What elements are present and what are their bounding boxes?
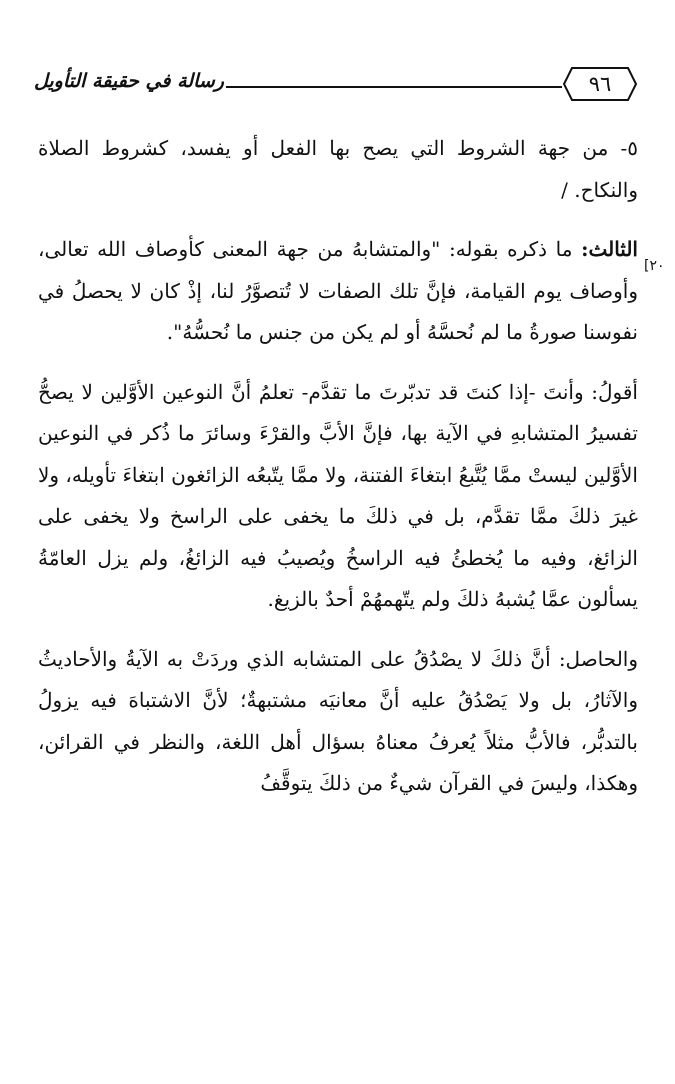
header-rule <box>226 86 562 88</box>
paragraph-4 <box>38 639 638 805</box>
paragraph-2 <box>38 229 638 354</box>
paragraph-1-text: ٥- من جهة الشروط التي يصح بها الفعل أو يفسد، كشروط الصلاة والنكاح. / <box>38 136 638 202</box>
paragraph-2-lead: الثالث: <box>581 237 638 261</box>
margin-folio-mark: [٢٠ <box>644 258 665 274</box>
paragraph-2-text: ما ذكره بقوله: "والمتشابهُ من جهة المعنى كأوصاف الله تعالى، وأوصاف يوم القيامة، فإنَّ تلك الصفات لا تُتصوَّرُ لنا، إذْ كان لا يحصلُ في نفوسنا صورةُ ما لم نُحسَّهُ أو لم يكن من جنس ما نُحسُّهُ". <box>38 237 638 344</box>
page-number: ٩٦ <box>588 72 612 96</box>
paragraph-1 <box>38 128 638 211</box>
paragraph-3 <box>38 372 638 621</box>
paragraph-4-text: والحاصل: أنَّ ذلكَ لا يصْدُقُ على المتشابه الذي وردَتْ به الآيةُ والأحاديثُ والآثارُ، بل ولا يَصْدُقُ عليه أنَّ معانيَه مشتبهةٌ؛ لأنَّ الاشتباهَ فيه يزولُ بالتدبُّر، فالأبُّ مثلاً يُعرفُ معناهُ بسؤال أهل اللغة، والنظر في القرائن، وهكذا، وليسَ في القرآن شيءٌ من ذلكَ يتوقَّفُ <box>38 646 638 795</box>
running-title: رسالة في حقيقة التأويل <box>34 70 224 92</box>
paragraph-3-text: أقولُ: وأنتَ -إذا كنتَ قد تدبّرتَ ما تقدَّم- تعلمُ أنَّ النوعين الأوَّلين لا يصحُّ تفسيرُ المتشابهِ في الآية بها، فإنَّ الأبَّ والقرْءَ وسائرَ ما ذُكر في النوعين الأوَّلين ليستْ ممَّا يُتَّبعُ ابتغاءَ الفتنة، ولا ممَّا يتّبعُه الزائغون ابتغاءَ تأويله، ولا غيرَ ذلكَ ممَّا تقدَّم، بل في ذلكَ ما يخفى على الراسخ ولا يخفى على الزائغ، وفيه ما يُخطئُ فيه الراسخُ ويُصيبُ فيه الزائغُ، ولم يزل العامّةُ يسألون عمَّا يُشبهُ ذلكَ ولم يتّهمهُمْ أحدٌ بالزيغ. <box>38 379 638 611</box>
page-number-frame <box>562 66 638 102</box>
body-text <box>38 128 638 805</box>
page-header <box>34 62 638 106</box>
